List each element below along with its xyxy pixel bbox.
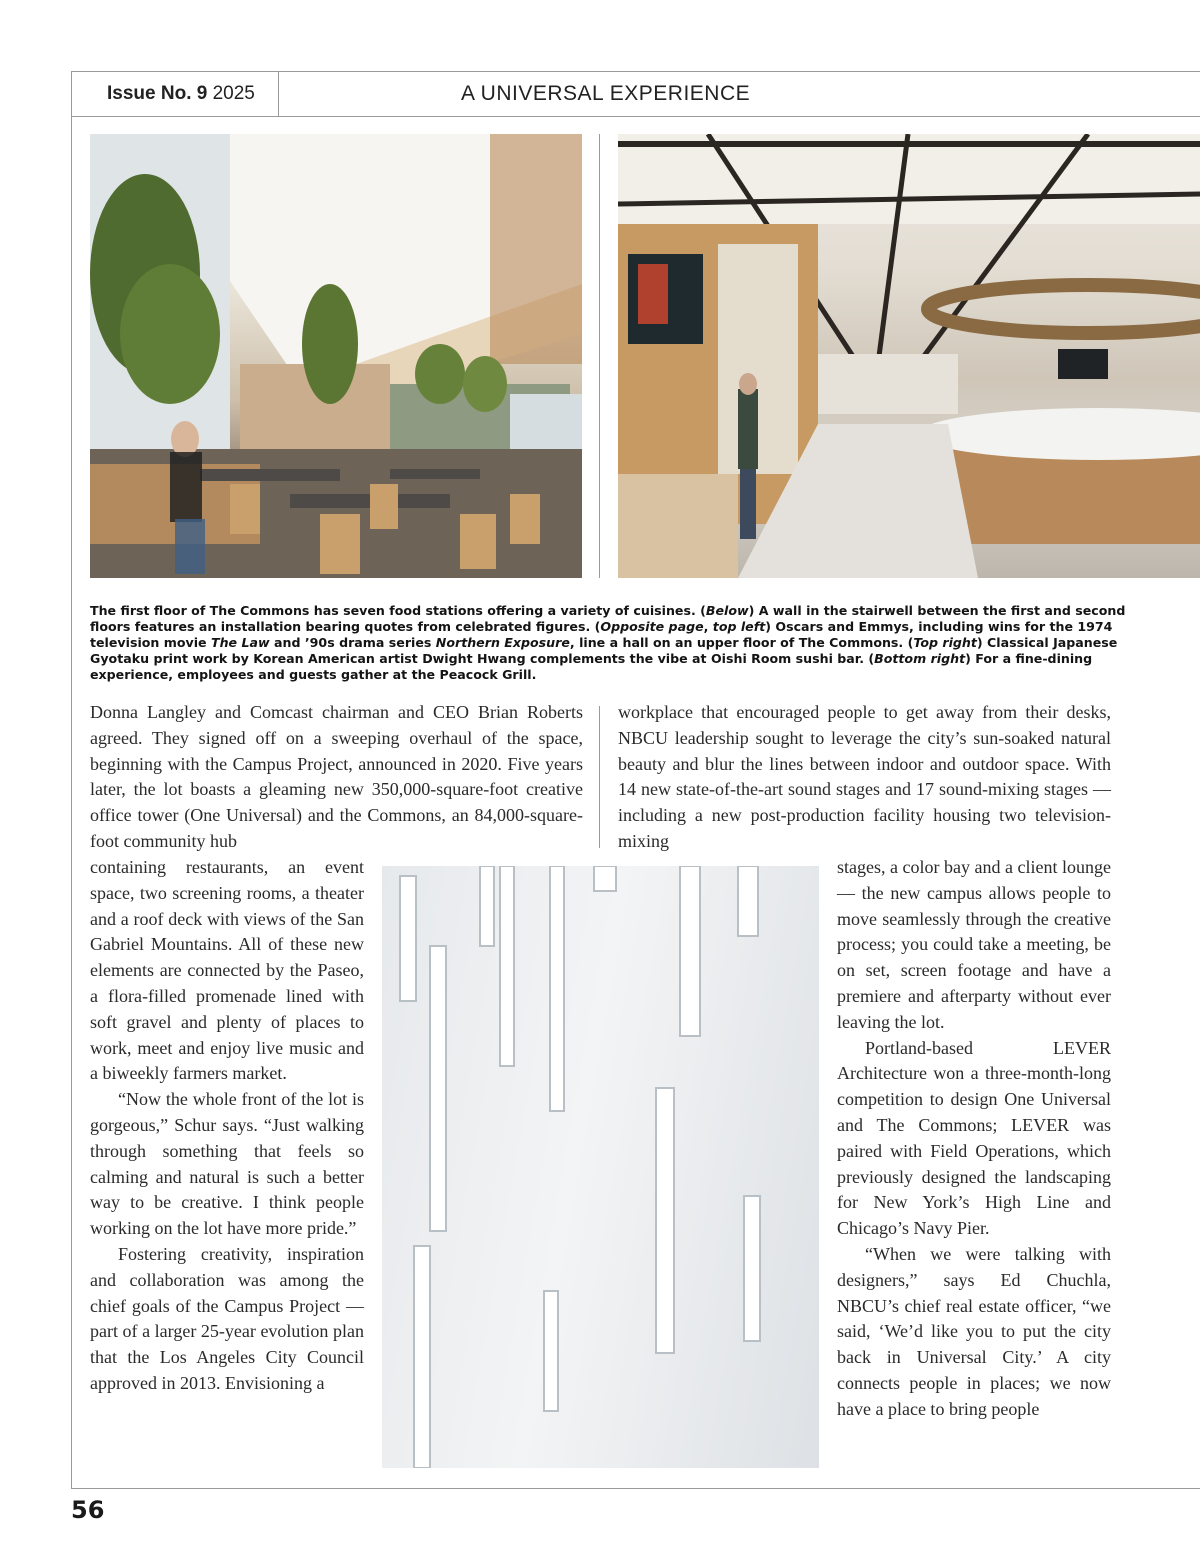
page-number: 56 xyxy=(71,1496,105,1524)
photo-divider xyxy=(599,134,600,578)
page-header xyxy=(71,71,1200,117)
column-divider xyxy=(599,706,600,848)
quote-wall-photo xyxy=(382,866,819,1468)
photo-caption: The first floor of The Commons has seven food stations offering a variety of cuisines. (Below) A wall in the stairwell between the first and second floors features an installation bearing quotes from celebrated figures. (Opposite page, top left) Oscars and Emmys, including wins for the 1974 television movie The Law and ’90s drama series Northern Exposure, line a hall on an upper floor of The Commons. (Top right) Classical Japanese Gyotaku print work by Korean American artist Dwight Hwang complements the vibe at Oishi Room sushi bar. (Bottom right) For a fine-dining experience, employees and guests gather at the Peacock Grill. xyxy=(90,603,1126,682)
column-right-top: workplace that encouraged people to get away from their desks, NBCU leadership sought to leverage the city’s sun-soaked natural beauty and blur the lines between indoor and outdoor space. With 14 new state-of-the-art sound stages and 17 sound-mixing stages — including a new post-production facility housing two television-mixing xyxy=(618,702,1111,851)
issue-label: Issue No. 9 2025 xyxy=(107,83,255,104)
dining-hall-photo xyxy=(90,134,582,578)
food-hall-photo xyxy=(618,134,1200,578)
section-title: A UNIVERSAL EXPERIENCE xyxy=(461,82,751,105)
column-right-narrow: stages, a color bay and a client lounge — the new campus allows people to move seamlessly through the creative process; you could take a meeting, be on set, screen footage and have a premiere and afterparty without ever leaving the lot. Portland-based LEVER Architecture won a three-month-long competition to design One Universal and The Commons; LEVER was paired with Field Operations, which previously designed the landscaping for New York’s High Line and Chicago’s Navy Pier. “When we were talking with designers,” says Ed Chuchla, NBCU’s chief real estate officer, “we said, ‘We’d like you to put the city back in Universal City.’ A city connects people in places; we now have a place to bring people xyxy=(837,857,1111,1419)
column-left-top: Donna Langley and Comcast chairman and CEO Brian Roberts agreed. They signed off on a sweeping overhaul of the space, beginning with the Campus Project, announced in 2020. Five years later, the lot boasts a gleaming new 350,000-square-foot creative office tower (One Universal) and the Commons, an 84,000-square-foot community hub xyxy=(90,702,583,851)
header-separator xyxy=(278,71,279,116)
column-left-narrow: containing restaurants, an event space, two screening rooms, a theater and a roof deck with views of the San Gabriel Mountains. All of these new elements are connected by the Paseo, a flora-filled promenade lined with soft gravel and plenty of places to work, meet and enjoy live music and a biweekly farmers market. “Now the whole front of the lot is gorgeous,” Schur says. “Just walking through something that feels so calming and natural is such a better way to be creative. I think people working on the lot have more pride.” Fostering creativity, inspiration and collaboration was among the chief goals of the Campus Project — part of a larger 25-year evolution plan that the Los Angeles City Council approved in 2013. Envisioning a xyxy=(90,857,364,1393)
